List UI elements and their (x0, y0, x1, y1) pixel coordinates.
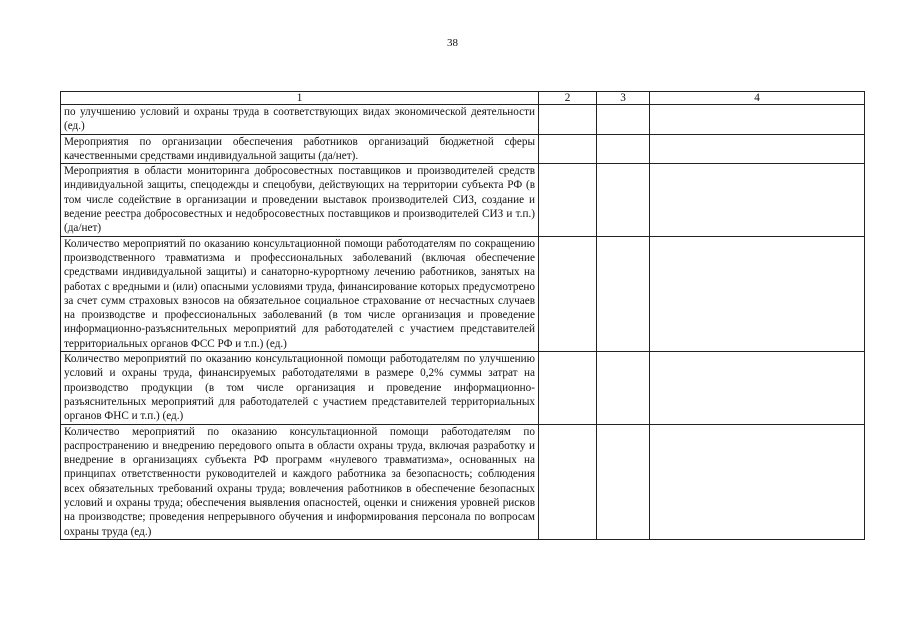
row-cell-col2 (539, 352, 597, 424)
page-number: 38 (447, 37, 458, 49)
indicators-table (60, 91, 865, 540)
column-header-3: 3 (597, 92, 650, 105)
row-cell-col3 (597, 352, 650, 424)
row-description: Количество мероприятий по оказанию консультационной помощи работодателям по улучшению условий и охраны труда, финансируемых работодателями в размере 0,2% суммы затрат на производство продукции (в том числе организация и проведение информационно-разъяснительных мероприятий для работодателей с участием представителей территориальных органов ФНС и т.п.) (ед.) (61, 352, 539, 424)
row-cell-col2 (539, 236, 597, 351)
row-description: Мероприятия по организации обеспечения работников организаций бюджетной сферы качественными средствами индивидуальной защиты (да/нет). (61, 134, 539, 164)
table-row (61, 236, 865, 351)
row-cell-col4 (650, 164, 865, 236)
row-description: Количество мероприятий по оказанию консультационной помощи работодателям по сокращению производственного травматизма и профессиональных заболеваний (включая обеспечение средствами индивидуальной защиты) и санаторно-курортному лечению работников, занятых на работах с вредными и (или) опасными условиями труда, финансирование которых предусмотрено за счет сумм страховых взносов на обязательное социальное страхование от несчастных случаев на производстве и профессиональных заболеваний (в том числе организация и проведение информационно-разъяснительных мероприятий для работодателей с участием представителей территориальных органов ФСС РФ и т.п.) (ед.) (61, 236, 539, 351)
row-cell-col3 (597, 424, 650, 539)
column-header-2: 2 (539, 92, 597, 105)
row-cell-col3 (597, 164, 650, 236)
row-cell-col2 (539, 134, 597, 164)
row-cell-col2 (539, 164, 597, 236)
column-header-1: 1 (61, 92, 539, 105)
table-header-row (61, 92, 865, 105)
row-description: по улучшению условий и охраны труда в соответствующих видах экономической деятельности (ед.) (61, 105, 539, 135)
row-description: Мероприятия в области мониторинга добросовестных поставщиков и производителей средств индивидуальной защиты, спецодежды и спецобуви, действующих на территории субъекта РФ (в том числе содействие в организации и проведении выставок производителей СИЗ, создание и ведение реестра добросовестных и недобросовестных поставщиков и производителей СИЗ и т.п.) (да/нет) (61, 164, 539, 236)
row-cell-col4 (650, 105, 865, 135)
table-row (61, 352, 865, 424)
table-row (61, 134, 865, 164)
row-cell-col3 (597, 105, 650, 135)
row-cell-col4 (650, 236, 865, 351)
row-cell-col2 (539, 424, 597, 539)
table-row (61, 164, 865, 236)
row-cell-col4 (650, 134, 865, 164)
row-cell-col2 (539, 105, 597, 135)
row-cell-col3 (597, 134, 650, 164)
column-header-4: 4 (650, 92, 865, 105)
row-description: Количество мероприятий по оказанию консультационной помощи работодателям по распространению и внедрению передового опыта в области охраны труда, включая разработку и внедрение в организациях субъекта РФ программ «нулевого травматизма», основанных на принципах ответственности руководителей и каждого работника за безопасность; соблюдения всех обязательных требований охраны труда; вовлечения работников в обеспечение безопасных условий и охраны труда; обеспечения выявления опасностей, оценки и снижения уровней рисков на производстве; проведения непрерывного обучения и информирования персонала по вопросам охраны труда (ед.) (61, 424, 539, 539)
table-row (61, 105, 865, 135)
row-cell-col3 (597, 236, 650, 351)
table-row (61, 424, 865, 539)
row-cell-col4 (650, 352, 865, 424)
row-cell-col4 (650, 424, 865, 539)
